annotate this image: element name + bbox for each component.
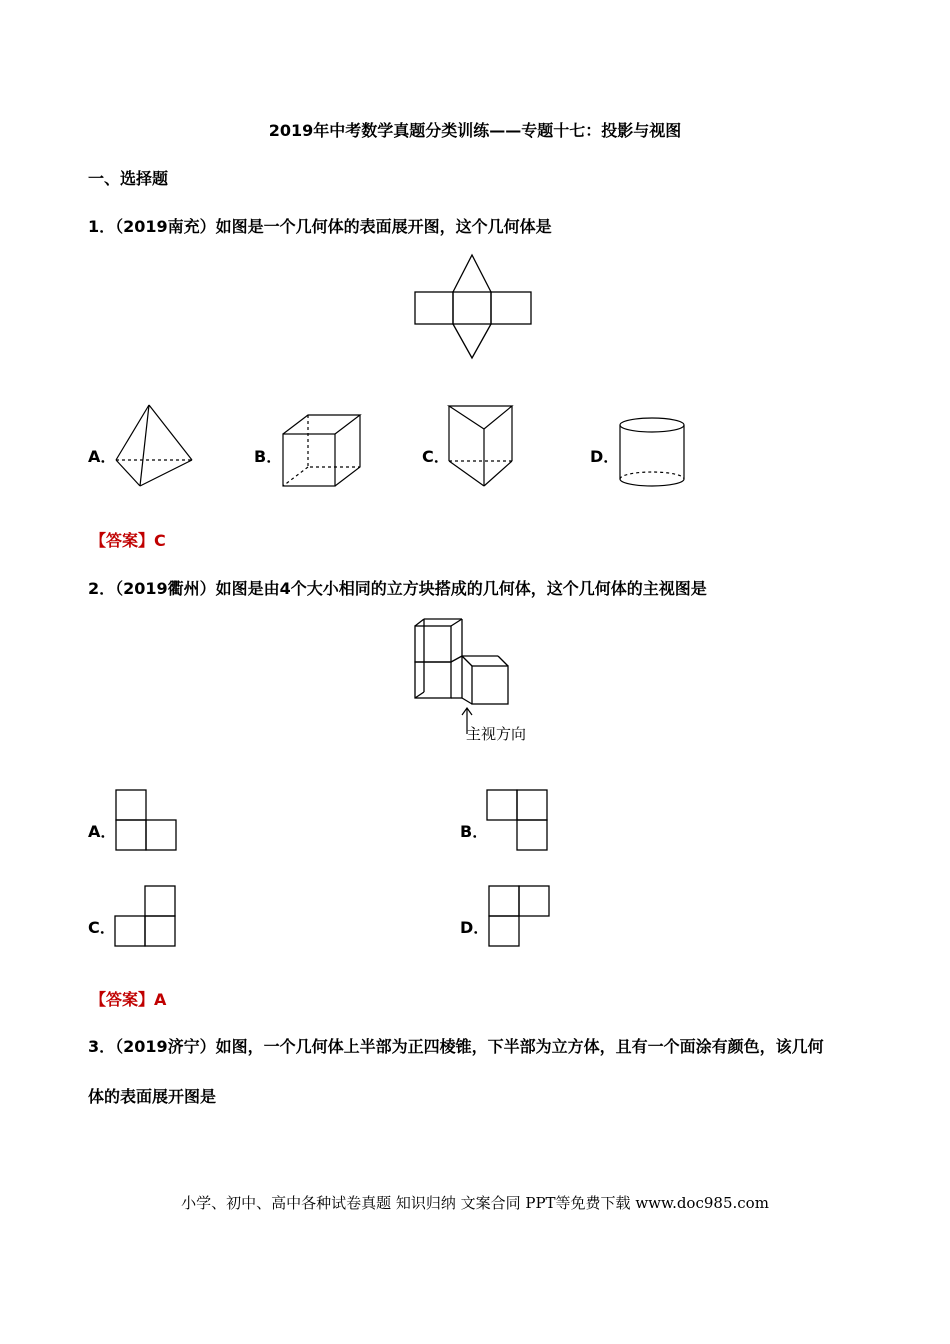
q1-net-figure bbox=[410, 252, 540, 362]
q1-option-d-cylinder bbox=[617, 415, 689, 491]
q2-option-d-view bbox=[488, 885, 552, 949]
section-heading: 一、选择题 bbox=[88, 169, 169, 188]
q2-option-c-view bbox=[114, 885, 178, 949]
q1-answer: 【答案】C bbox=[90, 531, 166, 550]
q2-option-a-view bbox=[115, 789, 179, 853]
q2-cubes-figure bbox=[410, 616, 514, 712]
q2-option-b-view bbox=[486, 789, 550, 853]
q1-option-c-triangular-prism bbox=[446, 403, 516, 491]
q1-option-c-label: C． bbox=[422, 447, 450, 466]
q2-option-c-label: C． bbox=[88, 918, 116, 937]
q1-option-b-cube bbox=[280, 412, 366, 490]
q2-option-a-label: A． bbox=[88, 822, 117, 841]
q1-option-a-label: A． bbox=[88, 447, 117, 466]
question-2 bbox=[88, 576, 707, 599]
question-1-text: （2019南充）如图是一个几何体的表面展开图，这个几何体是 bbox=[115, 217, 552, 236]
page-title: 2019年中考数学真题分类训练——专题十七：投影与视图 bbox=[268, 121, 682, 140]
q1-option-b-label: B． bbox=[254, 447, 283, 466]
question-1 bbox=[88, 214, 552, 237]
q2-option-b-label: B． bbox=[460, 822, 489, 841]
question-3-number: 3． bbox=[88, 1037, 116, 1056]
q1-option-a-tetrahedron bbox=[112, 402, 196, 490]
q2-option-d-label: D． bbox=[460, 918, 490, 937]
question-2-text: （2019衢州）如图是由4个大小相同的立方块搭成的几何体，这个几何体的主视图是 bbox=[115, 579, 707, 598]
question-2-number: 2． bbox=[88, 579, 116, 598]
q1-option-d-label: D． bbox=[590, 447, 620, 466]
q2-view-direction-label: 主视方向 bbox=[466, 725, 527, 743]
question-1-number: 1． bbox=[88, 217, 116, 236]
question-3-text-line2: 体的表面展开图是 bbox=[88, 1087, 217, 1106]
q2-answer: 【答案】A bbox=[90, 990, 167, 1009]
question-3-text-line1: （2019济宁）如图，一个几何体上半部为正四棱锥，下半部为立方体，且有一个面涂有颜色，该几何 bbox=[115, 1037, 824, 1056]
question-3 bbox=[88, 1034, 824, 1057]
page-footer: 小学、初中、高中各种试卷真题 知识归纳 文案合同 PPT等免费下载 www.doc985.com bbox=[181, 1194, 769, 1212]
